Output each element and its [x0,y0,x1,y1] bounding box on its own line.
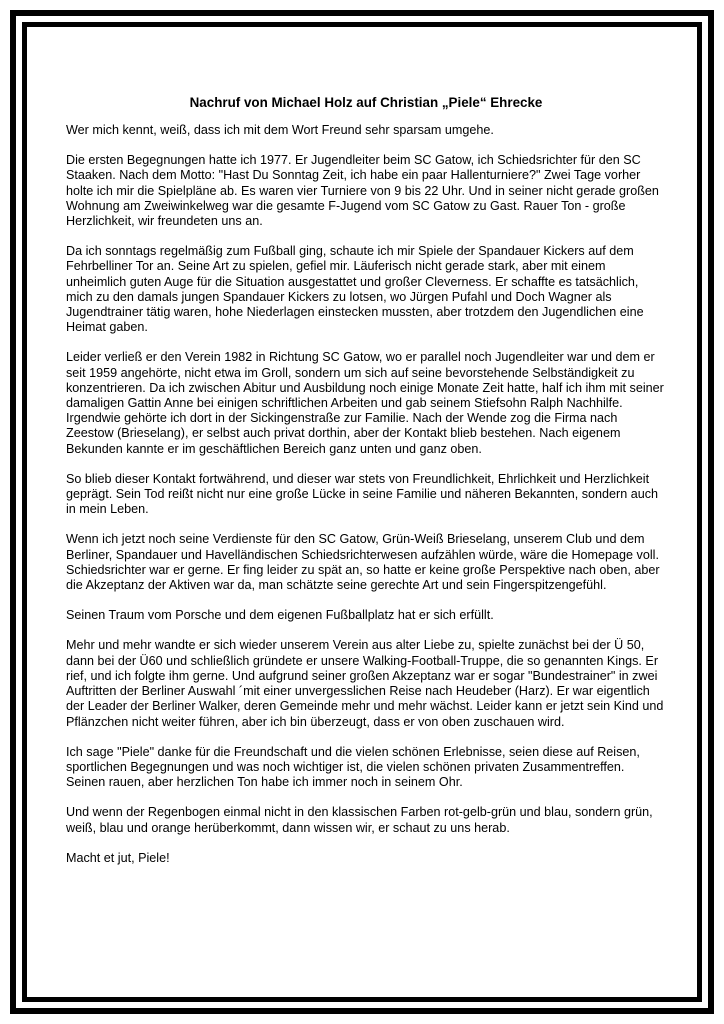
paragraph-spandauer-kickers: Da ich sonntags regelmäßig zum Fußball ging, schaute ich mir Spiele der Spandauer Kickers auf dem Fehrbelliner Tor an. Seine Art zu spielen, gefiel mir. Läuferisch nicht gerade stark, aber mit einem unheimlich guten Auge für die Situation ausgestattet und großer Cleverness. Er schaffte es tatsächlich, mich zu den damals jungen Spandauer Kickers zu lotsen, wo Jürgen Pufahl und Doch Wagner als Jugendtrainer tätig waren, hohe Niederlagen einstecken mussten, aber trotzdem den Jugendlichen eine Heimat gaben. [66,244,644,335]
paragraph-dream: Seinen Traum vom Porsche und dem eigenen Fußballplatz hat er sich erfüllt. [66,608,494,623]
paragraph-walking-football: Mehr und mehr wandte er sich wieder unserem Verein aus alter Liebe zu, spielte zunächst bei der Ü 50, dann bei der Ü60 und schließlich gründete er unsere Walking-Football-Truppe, die so genannten Kings. Er rief, und ich folgte ihm gerne. Und aufgrund seiner großen Akzeptanz war er sogar "Bundestrainer" in zwei Auftritten der Berliner Auswahl ´mit einer unvergesslichen Reise nach Heudeber (Harz). Er war eigentlich der Leader der Berliner Walker, deren Gemeinde mehr und mehr wächst. Leider kann er jetzt sein Kind und Pflänzchen nicht weiter führen, aber ich bin überzeugt, dass er von oben zuschauen wird. [66,638,664,729]
paragraph-friendship: So blieb dieser Kontakt fortwährend, und dieser war stets von Freundlichkeit, Ehrlichkeit und Herzlichkeit geprägt. Sein Tod reißt nicht nur eine große Lücke in seine Familie und näheren Bekannten, sondern auch in mein Leben. [66,471,659,517]
paragraph-first-encounters: Die ersten Begegnungen hatte ich 1977. Er Jugendleiter beim SC Gatow, ich Schiedsrichter für den SC Staaken. Nach dem Motto: "Hast Du Sonntag Zeit, ich habe ein paar Hallenturniere?" Zwei Tage vorher holte ich mir die Spielpläne ab. Es waren vier Turniere von 9 bis 22 Uhr. Und in seiner nicht gerade großen Wohnung am Zweiwinkelweg war die gesamte F-Jugend vom SC Gatow zu Gast. Rauer Ton - große Herzlichkeit, wir freundeten uns an. [66,153,659,229]
paragraph-merits: Wenn ich jetzt noch seine Verdienste für den SC Gatow, Grün-Weiß Brieselang, unserem Club und dem Berliner, Spandauer und Havelländischen Schiedsrichterwesen aufzählen würde, wäre die Homepage voll. Schiedsrichter war er gerne. Er fing leider zu spät an, so hatte er keine große Perspektive nach oben, aber die Akzeptanz der Aktiven war da, man schätzte seine gerechte Art und sein Fingerspitzengefühl. [66,532,660,593]
paragraph-intro: Wer mich kennt, weiß, dass ich mit dem Wort Freund sehr sparsam umgehe. [66,123,494,137]
paragraph-sc-gatow: Leider verließ er den Verein 1982 in Richtung SC Gatow, wo er parallel noch Jugendleiter war und dem er seit 1959 angehörte, nicht etwa im Groll, sondern um sich auf seine bevorstehende Selbständigkeit zu konzentrieren. Da ich zwischen Abitur und Ausbildung noch einige Monate Zeit hatte, half ich ihm mit seiner damaligen Gattin Anne bei einigen schriftlichen Arbeiten und gab seinem Stiefsohn Ralph Nachhilfe. Irgendwie gehörte ich dort in der Sickingenstraße zur Familie. Nach der Wende zog die Firma nach Zeestow (Brieselang), er selbst auch privat dorthin, aber der Kontakt blieb bestehen. Nach eigenem Bekunden kannte er im geschäftlichen Bereich ganz unten und ganz oben. [66,350,664,456]
paragraph-thanks: Ich sage "Piele" danke für die Freundschaft und die vielen schönen Erlebnisse, seien diese auf Reisen, sportlichen Begegnungen und was noch wichtiger ist, die vielen schönen privaten Zusammentreffen. Seinen rauen, aber herzlichen Ton habe ich immer noch in seinem Ohr. [66,744,640,790]
paragraph-rainbow: Und wenn der Regenbogen einmal nicht in den klassischen Farben rot-gelb-grün und blau, sondern grün, weiß, blau und orange herüberkommt, dann wissen wir, er schaut zu uns herab. [66,805,653,835]
obituary-document [66,95,666,881]
paragraph-farewell: Macht et jut, Piele! [66,850,170,865]
document-title: Nachruf von Michael Holz auf Christian „Piele“ Ehrecke [189,95,543,110]
